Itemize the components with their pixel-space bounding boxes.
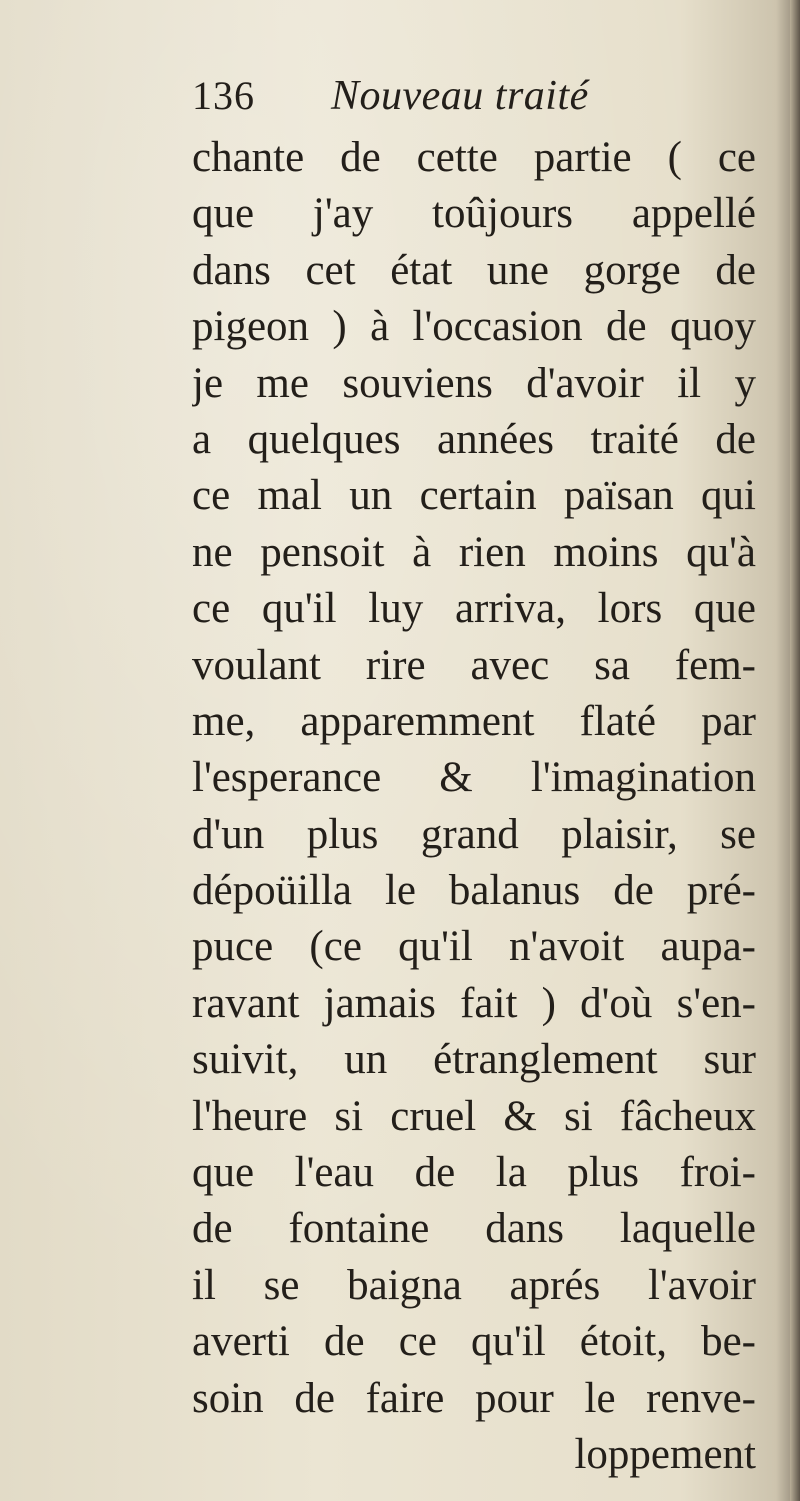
text-line: dépoüilla le balanus de pré- [192, 867, 756, 915]
page-gutter-shadow [790, 0, 800, 1501]
running-title: Nouveau traité [331, 73, 589, 119]
text-line: ne pensoit à rien moins qu'à [192, 528, 756, 576]
text-line: chante de cette partie ( ce [192, 134, 756, 181]
text-line: l'heure si cruel & si fâcheux [192, 1092, 756, 1140]
text-line: d'un plus grand plaisir, se [192, 810, 756, 858]
text-line: ce mal un certain païsan qui [192, 472, 756, 520]
text-line: que l'eau de la plus froi- [192, 1149, 756, 1197]
body-text [192, 130, 756, 1483]
text-line: dans cet état une gorge de [192, 246, 756, 294]
text-line: puce (ce qu'il n'avoit aupa- [192, 923, 756, 971]
text-line: voulant rire avec sa fem- [192, 641, 756, 689]
text-line: que j'ay toûjours appellé [192, 190, 756, 238]
text-line: a quelques années traité de [192, 415, 756, 463]
text-line: il se baigna aprés l'avoir [192, 1261, 756, 1309]
text-line: averti de ce qu'il étoit, be- [192, 1318, 756, 1366]
text-line: l'esperance & l'imagination [192, 754, 756, 802]
text-line: de fontaine dans laquelle [192, 1205, 756, 1253]
text-line: me, apparemment flaté par [192, 697, 756, 745]
catchword: loppement [574, 1430, 756, 1478]
text-line: suivit, un étranglement sur [192, 1036, 756, 1084]
text-line: ce qu'il luy arriva, lors que [192, 585, 756, 633]
text-line: soin de faire pour le renve- [192, 1374, 756, 1422]
text-line: pigeon ) à l'occasion de quoy [192, 303, 756, 351]
page-number: 136 [192, 73, 255, 118]
page-header [192, 72, 752, 132]
text-line: ravant jamais fait ) d'où s'en- [192, 979, 756, 1027]
text-line: je me souviens d'avoir il y [192, 359, 756, 407]
